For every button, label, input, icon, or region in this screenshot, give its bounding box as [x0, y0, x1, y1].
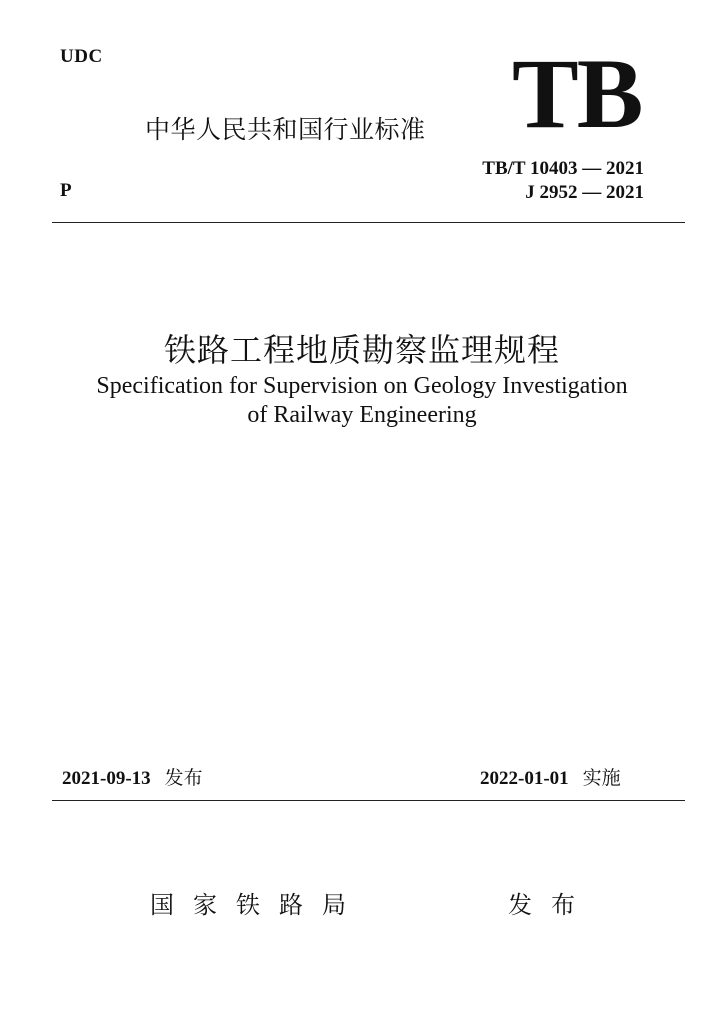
bottom-divider — [52, 800, 685, 801]
standard-number: TB/T 10403 — 2021 — [482, 158, 644, 179]
implement-label: 实施 — [582, 767, 621, 789]
issue-date-block — [62, 763, 203, 790]
standard-category: 中华人民共和国行业标准 — [145, 115, 426, 144]
title-english-line-1: Specification for Supervision on Geology Investigation — [96, 373, 628, 399]
publisher-name: 国家铁路局 — [150, 891, 365, 919]
standard-numbers — [482, 157, 644, 205]
issue-label: 发布 — [164, 767, 203, 789]
title-chinese: 铁路工程地质勘察监理规程 — [163, 331, 560, 369]
implement-date-block — [480, 763, 621, 790]
publish-label: 发布 — [508, 891, 594, 919]
implement-date: 2022-01-01 — [480, 768, 569, 789]
tb-logo: TB — [512, 38, 642, 149]
udc-label: UDC — [60, 46, 103, 67]
issue-date: 2021-09-13 — [62, 768, 151, 789]
record-number: J 2952 — 2021 — [525, 182, 644, 203]
classification-code: P — [60, 180, 72, 201]
top-divider — [52, 222, 685, 223]
title-english — [0, 372, 724, 430]
title-english-line-2: of Railway Engineering — [247, 402, 477, 428]
